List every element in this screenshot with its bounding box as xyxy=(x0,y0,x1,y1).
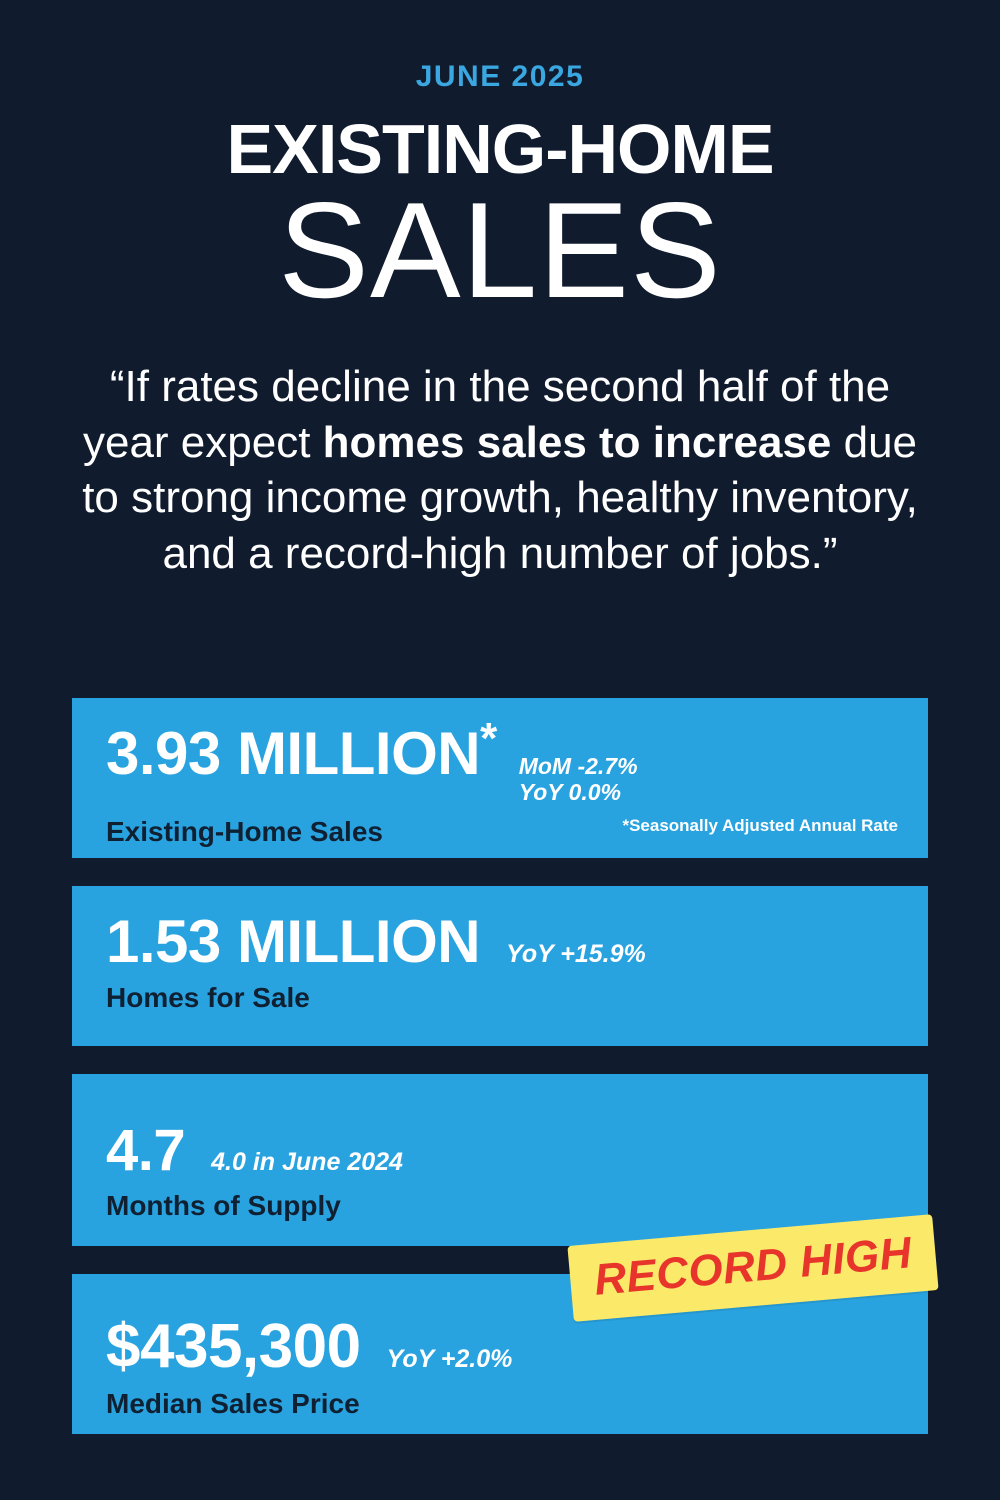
stat-label: Existing-Home Sales xyxy=(106,815,383,847)
stat-label: Median Sales Price xyxy=(106,1388,360,1419)
stat-row xyxy=(106,908,894,975)
stat-card-existing-home-sales xyxy=(72,698,928,858)
stat-change-prior-year: 4.0 in June 2024 xyxy=(211,1148,403,1176)
stat-change-yoy: YoY +15.9% xyxy=(506,940,646,968)
stat-card-list xyxy=(72,698,928,1462)
stat-value: 4.7 xyxy=(106,1118,186,1183)
eyebrow-date: JUNE 2025 xyxy=(415,60,585,93)
stat-change-mom: MoM -2.7% xyxy=(518,753,638,779)
record-high-badge: RECORD HIGH xyxy=(567,1214,939,1322)
stat-value: $435,300 xyxy=(106,1312,361,1381)
page-title: EXISTING-HOME xyxy=(226,110,774,188)
stat-card-homes-for-sale xyxy=(72,886,928,1046)
stat-change-yoy: YoY 0.0% xyxy=(518,779,621,806)
stat-row xyxy=(106,1312,894,1381)
quote-bold: homes sales to increase xyxy=(322,417,832,467)
stat-card-months-of-supply xyxy=(72,1074,928,1246)
stat-card-median-sales-price xyxy=(72,1228,928,1434)
stat-value-text: 3.93 MILLION xyxy=(106,720,481,787)
stat-footnote: *Seasonally Adjusted Annual Rate xyxy=(622,816,898,835)
quote-part-2: due to strong income growth, healthy inventory, and a record-high number of jobs.” xyxy=(82,417,918,578)
stat-label: Homes for Sale xyxy=(106,982,310,1013)
stat-label: Months of Supply xyxy=(106,1190,341,1221)
stat-row xyxy=(106,714,894,806)
stat-value: 1.53 MILLION xyxy=(106,908,481,975)
stat-value xyxy=(106,714,497,787)
page-subtitle: SALES xyxy=(278,174,722,326)
stat-change-yoy: YoY +2.0% xyxy=(386,1345,513,1373)
quote-part-1: “If rates decline in the second half of the year expect xyxy=(82,362,891,467)
quote-block xyxy=(80,359,920,581)
stat-row xyxy=(106,1118,894,1183)
stat-change xyxy=(519,753,638,806)
asterisk-mark: * xyxy=(480,714,497,763)
